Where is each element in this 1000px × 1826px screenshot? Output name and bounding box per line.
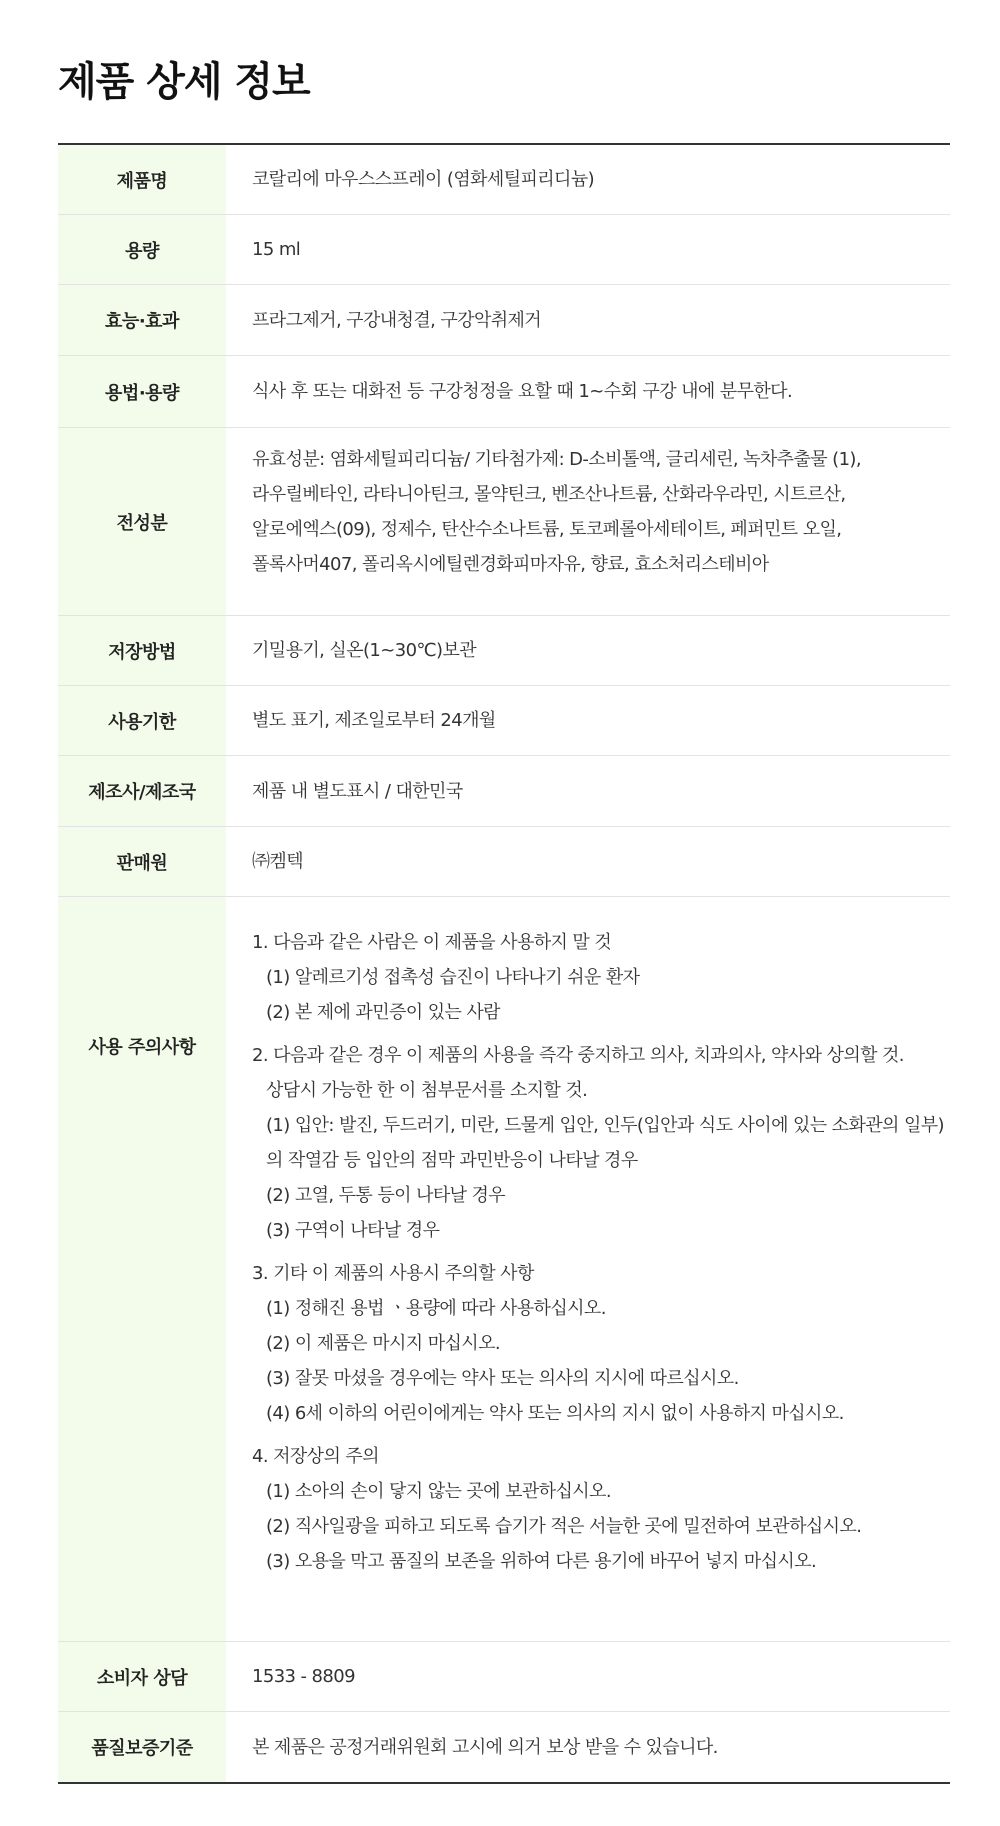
caution-heading: 1. 다음과 같은 사람은 이 제품을 사용하지 말 것	[252, 932, 612, 953]
caution-heading: 3. 기타 이 제품의 사용시 주의할 사항	[252, 1263, 534, 1284]
caution-item: (1) 입안: 발진, 두드러기, 미란, 드물게 입안, 인두(입안과 식도 사이에 있는 소화관의 일부)	[266, 1115, 944, 1136]
label-volume: 용량	[58, 215, 226, 284]
row-consumer-contact	[58, 1642, 950, 1712]
row-cautions	[58, 897, 950, 1642]
value-expiry: 별도 표기, 제조일로부터 24개월	[252, 710, 496, 731]
label-efficacy: 효능·효과	[58, 285, 226, 355]
page-title: 제품 상세 정보	[58, 59, 310, 105]
value-consumer-contact: 1533 - 8809	[252, 1666, 355, 1687]
label-product-name: 제품명	[58, 145, 226, 214]
caution-item: (2) 이 제품은 마시지 마십시오.	[266, 1333, 500, 1354]
ingredients-line: 유효성분: 염화세틸피리디늄/ 기타첨가제: D-소비톨액, 글리세린, 녹차추출물 (1),	[252, 449, 861, 470]
caution-item: (3) 잘못 마셨을 경우에는 약사 또는 의사의 지시에 따르십시오.	[266, 1368, 739, 1389]
product-spec-table	[58, 143, 950, 1784]
caution-item: 상담시 가능한 한 이 첨부문서를 소지할 것.	[266, 1080, 588, 1101]
row-efficacy	[58, 285, 950, 356]
caution-section-1	[252, 925, 950, 1030]
caution-item: (2) 고열, 두통 등이 나타날 경우	[266, 1185, 506, 1206]
label-consumer-contact: 소비자 상담	[58, 1642, 226, 1711]
row-storage	[58, 616, 950, 686]
label-ingredients: 전성분	[58, 428, 226, 615]
row-ingredients	[58, 428, 950, 616]
label-manufacturer: 제조사/제조국	[58, 756, 226, 826]
label-storage: 저장방법	[58, 616, 226, 685]
value-manufacturer: 제품 내 별도표시 / 대한민국	[252, 780, 463, 802]
value-product-name: 코랄리에 마우스스프레이 (염화세틸피리디늄)	[252, 169, 595, 190]
caution-item: (3) 구역이 나타날 경우	[266, 1220, 440, 1241]
caution-section-4	[252, 1439, 950, 1579]
caution-item: (4) 6세 이하의 어린이에게는 약사 또는 의사의 지시 없이 사용하지 마십시오.	[266, 1403, 844, 1424]
caution-item: (2) 본 제에 과민증이 있는 사람	[266, 1002, 500, 1023]
row-usage	[58, 356, 950, 428]
caution-section-3	[252, 1256, 950, 1431]
row-seller	[58, 827, 950, 897]
caution-heading: 2. 다음과 같은 경우 이 제품의 사용을 즉각 중지하고 의사, 치과의사, 약사와 상의할 것.	[252, 1045, 904, 1066]
row-product-name	[58, 145, 950, 215]
label-quality-standard: 품질보증기준	[58, 1712, 226, 1782]
caution-item: (2) 직사일광을 피하고 되도록 습기가 적은 서늘한 곳에 밀전하여 보관하십시오.	[266, 1516, 862, 1537]
label-usage: 용법·용량	[58, 356, 226, 427]
row-manufacturer	[58, 756, 950, 827]
caution-item: (3) 오용을 막고 품질의 보존을 위하여 다른 용기에 바꾸어 넣지 마십시오.	[266, 1551, 817, 1572]
caution-section-2	[252, 1038, 950, 1248]
ingredients-line: 폴록사머407, 폴리옥시에틸렌경화피마자유, 향료, 효소처리스테비아	[252, 554, 769, 575]
value-ingredients	[226, 428, 950, 616]
value-volume: 15 ml	[252, 239, 301, 260]
row-volume	[58, 215, 950, 285]
row-expiry	[58, 686, 950, 756]
value-seller: ㈜켐텍	[252, 851, 303, 872]
label-expiry: 사용기한	[58, 686, 226, 755]
value-usage: 식사 후 또는 대화전 등 구강청정을 요할 때 1~수회 구강 내에 분무한다.	[252, 381, 793, 402]
label-cautions: 사용 주의사항	[58, 897, 226, 1641]
value-quality-standard: 본 제품은 공정거래위원회 고시에 의거 보상 받을 수 있습니다.	[252, 1736, 718, 1758]
caution-item: (1) 정해진 용법 ㆍ용량에 따라 사용하십시오.	[266, 1298, 606, 1319]
caution-heading: 4. 저장상의 주의	[252, 1446, 379, 1467]
ingredients-line: 라우릴베타인, 라타니아틴크, 몰약틴크, 벤조산나트륨, 산화라우라민, 시트르산,	[252, 484, 846, 505]
caution-item: 의 작열감 등 입안의 점막 과민반응이 나타날 경우	[266, 1150, 638, 1171]
value-efficacy: 프라그제거, 구강내청결, 구강악취제거	[252, 309, 542, 331]
value-cautions	[226, 897, 950, 1641]
row-quality-standard	[58, 1712, 950, 1782]
value-storage: 기밀용기, 실온(1~30℃)보관	[252, 640, 477, 661]
ingredients-line: 알로에엑스(09), 정제수, 탄산수소나트륨, 토코페롤아세테이트, 페퍼민트 오일,	[252, 519, 842, 540]
caution-item: (1) 소아의 손이 닿지 않는 곳에 보관하십시오.	[266, 1481, 611, 1502]
label-seller: 판매원	[58, 827, 226, 896]
caution-item: (1) 알레르기성 접촉성 습진이 나타나기 쉬운 환자	[266, 967, 640, 988]
